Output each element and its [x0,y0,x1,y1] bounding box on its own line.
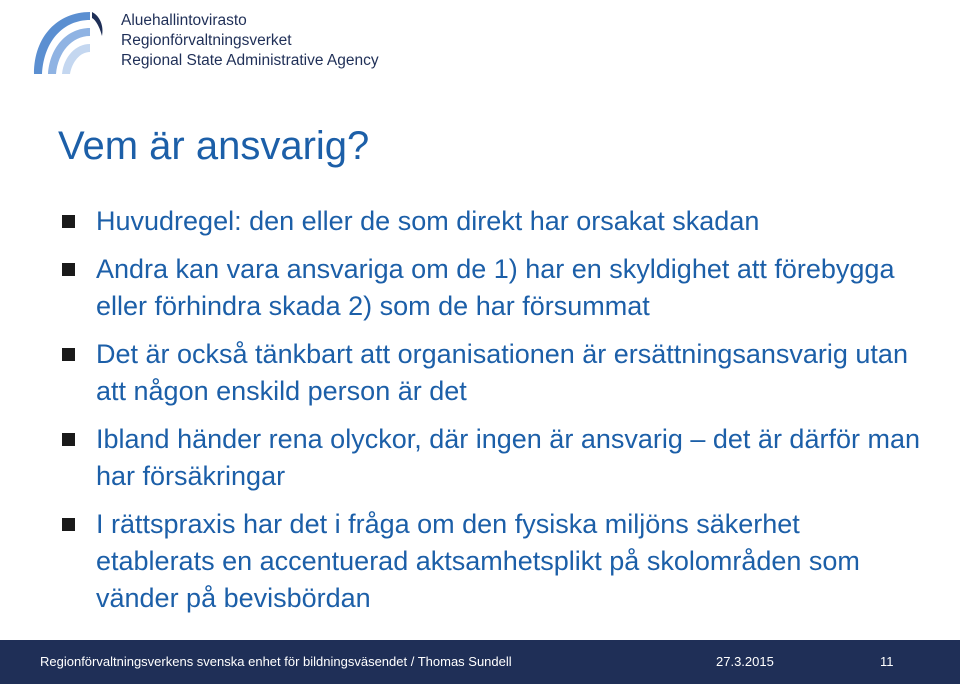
bullet-item [62,251,922,325]
bullet-text: I rättspraxis har det i fråga om den fysiska miljöns säkerhet etablerats en accentuerad aktsamhetsplikt på skolområden som vänder på bevisbördan [96,509,860,613]
bullet-item [62,336,922,410]
agency-name-finnish: Aluehallintovirasto [121,12,247,29]
bullet-item [62,506,922,617]
bullet-item [62,421,922,495]
square-bullet-icon [62,433,75,446]
bullet-text: Huvudregel: den eller de som direkt har orsakat skadan [96,206,760,236]
agency-name-block [121,11,379,71]
footer-date: 27.3.2015 [716,654,774,669]
square-bullet-icon [62,348,75,361]
agency-logo-icon [28,6,108,78]
slide-title: Vem är ansvarig? [58,124,370,168]
square-bullet-icon [62,215,75,228]
page-number: 11 [880,654,894,669]
bullet-text: Det är också tänkbart att organisationen är ersättningsansvarig utan att någon enskild person är det [96,339,908,406]
bullet-item [62,203,922,240]
agency-name-swedish: Regionförvaltningsverket [121,32,292,49]
footer-bar [0,640,960,684]
bullet-text: Ibland händer rena olyckor, där ingen är ansvarig – det är därför man har försäkringar [96,424,920,491]
square-bullet-icon [62,518,75,531]
footer-text: Regionförvaltningsverkens svenska enhet för bildningsväsendet / Thomas Sundell [40,654,512,669]
agency-name-english: Regional State Administrative Agency [121,52,379,69]
bullet-text: Andra kan vara ansvariga om de 1) har en skyldighet att förebygga eller förhindra skada 2) som de har försummat [96,254,895,321]
bullet-list [62,203,922,628]
square-bullet-icon [62,263,75,276]
